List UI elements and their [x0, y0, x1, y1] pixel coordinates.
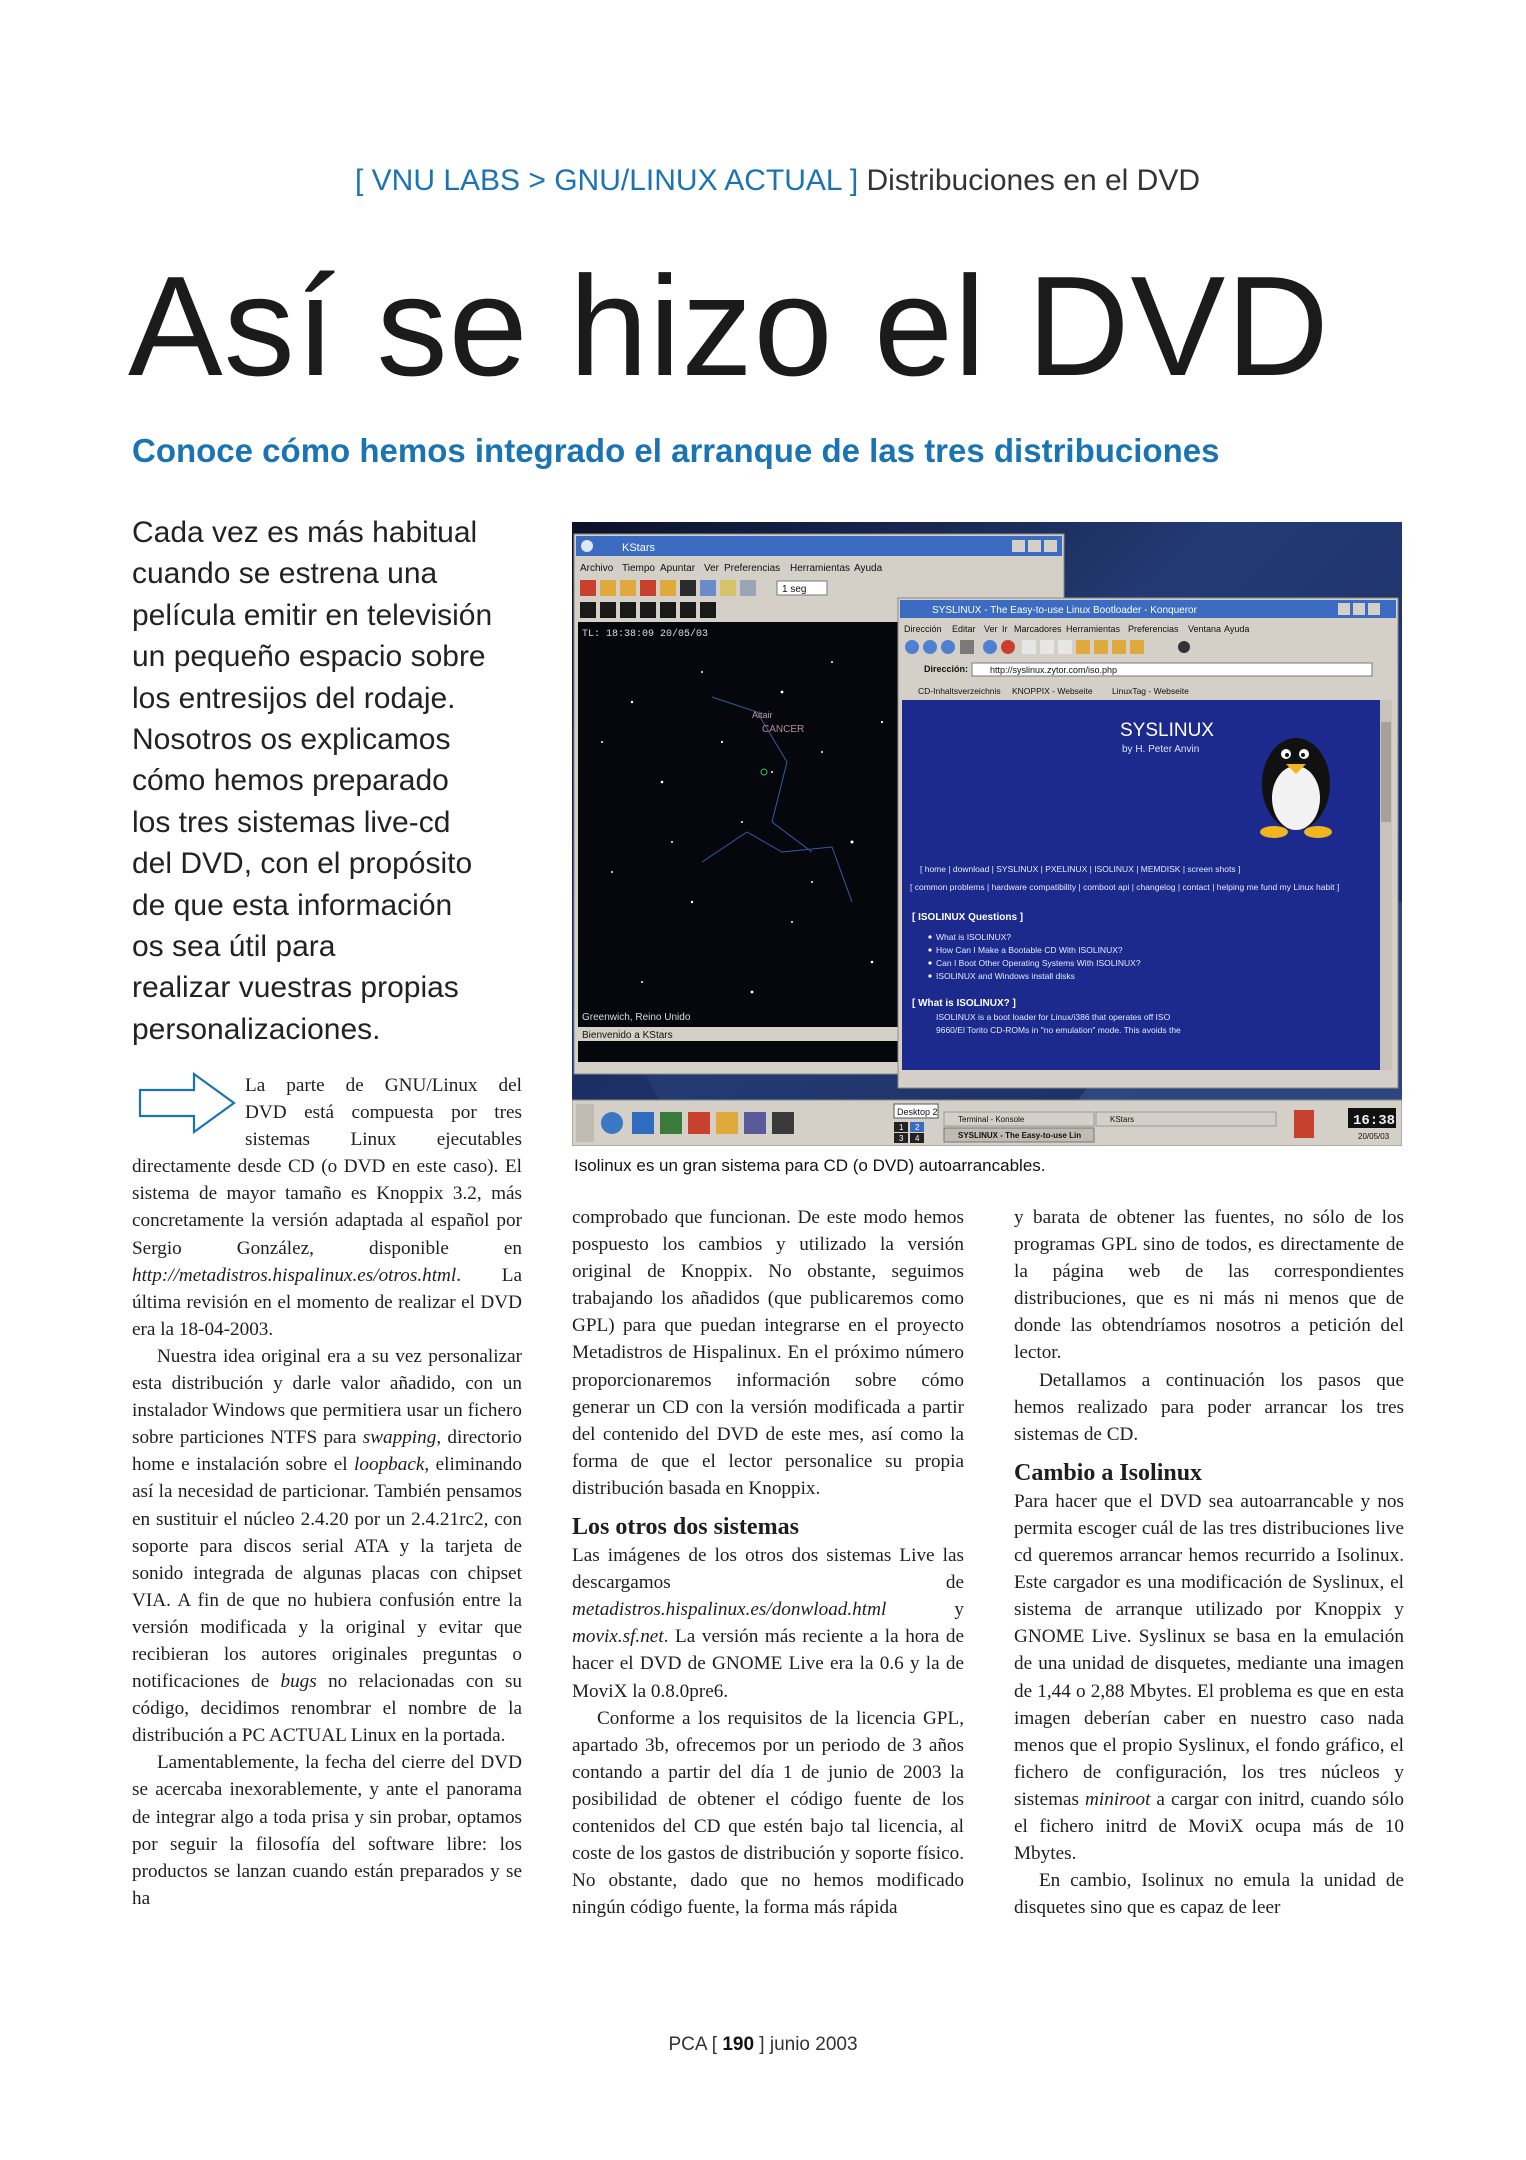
lead-line: los tres sistemas live-cd	[132, 805, 451, 839]
bookmark-item[interactable]: KNOPPIX - Webseite	[1012, 686, 1093, 696]
article-subtitle: Conoce cómo hemos integrado el arranque de las tres distribuciones	[132, 432, 1220, 469]
toolbar-icon[interactable]	[1040, 640, 1054, 654]
nav-links[interactable]: [ common problems | hardware compatibility | comboot api | changelog | contact | helping me fund my Linux habit ]	[910, 882, 1340, 892]
constellation-label: CANCER	[762, 724, 805, 735]
menu-item[interactable]: Archivo	[580, 563, 614, 574]
bracket-close: ]	[759, 2034, 765, 2055]
intro-line: sistemas Linux ejecutables	[245, 1129, 522, 1151]
toolbar-icon[interactable]	[580, 602, 596, 618]
paragraph: y barata de obtener las fuentes, no sólo de los programas GPL sino de todos, es directamente de la página web de las correspondientes distribuciones, que es ni más ni menos que de donde las obtendríamos nosotros a petición del lector.	[1014, 1207, 1404, 1364]
page-author: by H. Peter Anvin	[1122, 744, 1200, 755]
lead-line: cómo hemos preparado	[132, 764, 449, 798]
section-header	[0, 164, 1200, 198]
menu-item[interactable]: Marcadores	[1014, 624, 1062, 634]
questions-heading: [ ISOLINUX Questions ]	[912, 912, 1024, 923]
menu-item[interactable]: Preferencias	[724, 563, 781, 574]
lead-line: los entresijos del rodaje.	[132, 681, 456, 715]
desktop-screenshot-svg	[572, 522, 1402, 1146]
paragraph-text: . La última revisión en el momento de realizar el DVD era la 18-04-2003.	[132, 1264, 522, 1340]
paragraph	[132, 1153, 522, 1343]
status-text: Bienvenido a KStars	[582, 1030, 673, 1041]
launcher-icon[interactable]	[660, 1112, 682, 1134]
toolbar-icon[interactable]	[600, 580, 616, 596]
paragraph-text: , eliminando así la necesidad de particionar. También pensamos en sustituir el núcleo 2.4.20 por un 2.4.21rc2, con soporte para discos serial ATA y la tarjeta de sonido integrada de algunas placas con chipset VIA. A fin de que no hubiera confusión entre la versión modificada y la original y evitar que recibieran los autores originales preguntas o notificaciones de	[132, 1454, 522, 1693]
question-link[interactable]: Can I Boot Other Operating Systems With ISOLINUX?	[936, 958, 1141, 968]
inline-link: metadistros.hispalinux.es/donwload.html	[572, 1599, 887, 1621]
article-lead	[132, 512, 532, 1050]
bracket-open: [	[711, 2034, 718, 2055]
article-column-3	[1014, 1204, 1404, 1921]
paragraph-text: Las imágenes de los otros dos sistemas Live las descargamos de	[572, 1545, 964, 1594]
page-footer	[0, 2034, 1526, 2056]
section-topic: Distribuciones en el DVD	[866, 164, 1200, 197]
menu-item[interactable]: Tiempo	[622, 563, 655, 574]
article-column-2	[572, 1204, 964, 1921]
toolbar-icon[interactable]	[600, 602, 616, 618]
paragraph: Conforme a los requisitos de la licencia GPL, apartado 3b, ofrecemos por un periodo de 3 años contando a partir del día 1 de junio de 2003 la posibilidad de obtener el código fuente de los contenidos del CD que estén bajo tal licencia, al coste de los gastos de distribución y soporte físico. No obstante, dado que no hemos modificado ningún código fuente, la forma más rápida	[572, 1707, 964, 1919]
paragraph: Lamentablemente, la fecha del cierre del DVD se acercaba inexorablemente, y ante el panorama de integrar algo a toda prisa y sin probar, optamos por seguir la filosofía del software libre: los productos se lanzan cuando están preparados y se ha	[132, 1752, 522, 1909]
inline-link: movix.sf.net	[572, 1626, 664, 1648]
menu-item[interactable]: Editar	[952, 624, 976, 634]
bookmark-item[interactable]: CD-Inhaltsverzeichnis	[918, 686, 1001, 696]
paragraph-text: Nuestra idea original era a su vez personalizar esta distribución y darle valor añadido, con un instalador Windows que permitiera usar un fichero sobre particiones NTFS para	[132, 1345, 522, 1449]
kmenu-handle[interactable]	[576, 1104, 594, 1142]
window-menu-icon[interactable]	[581, 540, 593, 552]
lead-line: os sea útil para	[132, 930, 336, 964]
lead-line: personalizaciones.	[132, 1012, 381, 1046]
launcher-icon[interactable]	[632, 1112, 654, 1134]
question-link[interactable]: What is ISOLINUX?	[936, 932, 1012, 942]
nav-links[interactable]: [ home | download | SYSLINUX | PXELINUX | ISOLINUX | MEMDISK | screen shots ]	[920, 864, 1241, 874]
toolbar-icon[interactable]	[680, 602, 696, 618]
toolbar-icon[interactable]	[700, 580, 716, 596]
konqueror-window	[898, 598, 1398, 1088]
tray-flag-icon[interactable]	[1294, 1110, 1314, 1138]
address-url: http://syslinux.zytor.com/iso.php	[990, 665, 1118, 675]
paragraph	[132, 1343, 522, 1749]
launcher-icon[interactable]	[688, 1112, 710, 1134]
paragraph: comprobado que funcionan. De este modo hemos pospuesto los cambios y utilizado la versión original de Knoppix. No obstante, seguimos trabajando los añadidos (que publicaremos como GPL) para que puedan integrarse en el proyecto Metadistros de Hispalinux. En el próximo número proporcionaremos información sobre cómo generar un CD con la versión modificada a partir del contenido del DVD de este mes, así como la forma de que el lector personalice su propia distribución basada en Knoppix.	[572, 1207, 964, 1499]
question-link[interactable]: How Can I Make a Bootable CD With ISOLINUX?	[936, 945, 1123, 955]
zoom-icon[interactable]	[1112, 640, 1126, 654]
lead-line: Nosotros os explicamos	[132, 723, 451, 757]
lead-line: película emitir en televisión	[132, 598, 493, 632]
bookmark-bar	[918, 686, 1189, 696]
paragraph-text: no relacionadas con su código, decidimos renombrar el nombre de la distribución a PC ACTUAL Linux en la portada.	[132, 1671, 523, 1747]
desktop-label: Desktop 2	[897, 1107, 938, 1117]
konqueror-title: SYSLINUX - The Easy-to-use Linux Bootloader - Konqueror	[932, 605, 1197, 616]
figure-screenshot	[572, 522, 1402, 1146]
italic-term: swapping	[362, 1427, 437, 1449]
lead-line: del DVD, con el propósito	[132, 847, 473, 881]
toolbar-icon[interactable]	[740, 580, 756, 596]
zoom-icon[interactable]	[1130, 640, 1144, 654]
paragraph-text: , directorio home e instalación sobre el	[132, 1427, 522, 1476]
bookmark-item[interactable]: LinuxTag - Webseite	[1112, 686, 1189, 696]
wrapped-intro	[245, 1072, 522, 1153]
up-icon[interactable]	[941, 640, 955, 654]
pager-desktop[interactable]: 4	[915, 1134, 920, 1143]
sky-map[interactable]	[578, 622, 898, 1062]
article-title: Así se hizo el DVD	[128, 247, 1330, 406]
what-text: ISOLINUX is a boot loader for Linux/i386 that operates off ISO	[936, 1012, 1171, 1022]
pager-desktop[interactable]: 3	[899, 1134, 904, 1143]
taskbar-button-label: KStars	[1110, 1115, 1135, 1124]
toolbar-icon[interactable]	[680, 580, 696, 596]
pager-desktop[interactable]: 2	[915, 1123, 920, 1132]
toolbar-icon[interactable]	[640, 580, 656, 596]
close-button[interactable]	[1368, 603, 1380, 615]
scrollbar-thumb[interactable]	[1381, 722, 1391, 822]
toolbar-icon[interactable]	[1094, 640, 1108, 654]
toolbar-icon[interactable]	[620, 602, 636, 618]
paragraph	[1014, 1488, 1404, 1867]
toolbar-icon[interactable]	[1022, 640, 1036, 654]
home-icon[interactable]	[960, 640, 974, 654]
paragraph: Detallamos a continuación los pasos que hemos realizado para poder arrancar los tres sistemas de CD.	[1014, 1369, 1404, 1445]
launcher-icon[interactable]	[744, 1112, 766, 1134]
paragraph-text: a cargar con initrd, cuando sólo el fichero initrd de MoviX ocupa más de 10 Mbytes.	[1014, 1788, 1404, 1865]
paragraph	[572, 1542, 964, 1705]
paragraph-text: Para hacer que el DVD sea autoarrancable y nos permita escoger cuál de las tres distribuciones live cd queremos arrancar hemos recurrido a Isolinux. Este cargador es una modificación de Syslinux, el sistema de arranque utilizado por Knoppix y GNOME Live. Syslinux se basa en la emulación de una unidad de disquetes, mediante una imagen de 1,44 o 2,88 Mbytes. El problema es que en esta imagen deberían caber en nuestro caso nada menos que el propio Syslinux, el fondo gráfico, el fichero de configuración, los tres núcleos y sistemas	[1014, 1490, 1404, 1810]
reload-icon[interactable]	[983, 640, 997, 654]
maximize-button[interactable]	[1028, 540, 1041, 552]
sky-location: Greenwich, Reino Unido	[582, 1012, 691, 1023]
back-icon[interactable]	[905, 640, 919, 654]
menu-item[interactable]: Apuntar	[660, 563, 696, 574]
question-link[interactable]: ISOLINUX and Windows install disks	[936, 971, 1075, 981]
italic-term: loopback	[354, 1454, 425, 1476]
activity-icon	[1178, 641, 1190, 653]
paragraph-text: directamente desde CD (o DVD en este caso). El sistema de mayor tamaño es Knoppix 3.2, más concretamente la versión adaptada al español por Sergio González, disponible en	[132, 1156, 522, 1259]
toolbar-icon[interactable]	[620, 580, 636, 596]
toolbar-icon[interactable]	[580, 580, 596, 596]
menu-item[interactable]: Ver	[984, 624, 998, 634]
lead-line: un pequeño espacio sobre	[132, 640, 486, 674]
menu-item[interactable]: Preferencias	[1128, 624, 1179, 634]
launcher-icon[interactable]	[716, 1112, 738, 1134]
issue-date: junio 2003	[769, 2034, 858, 2055]
clock-date: 20/05/03	[1358, 1132, 1390, 1141]
what-heading: [ What is ISOLINUX? ]	[912, 998, 1016, 1009]
lead-line: de que esta información	[132, 888, 453, 922]
time-step-value: 1 seg	[782, 584, 807, 595]
minimize-button[interactable]	[1338, 603, 1350, 615]
toolbar-icon[interactable]	[720, 580, 736, 596]
page-number: 190	[722, 2034, 755, 2055]
lead-line: realizar vuestras propias	[132, 971, 459, 1005]
maximize-button[interactable]	[1353, 603, 1365, 615]
section-heading: Los otros dos sistemas	[572, 1514, 799, 1541]
italic-term: miniroot	[1085, 1788, 1151, 1810]
stop-icon[interactable]	[1001, 640, 1015, 654]
figure-caption: Isolinux es un gran sistema para CD (o DVD) autoarrancables.	[574, 1156, 1046, 1175]
kmenu-icon[interactable]	[601, 1112, 623, 1134]
article-column-1	[132, 1072, 522, 1912]
section-heading: Cambio a Isolinux	[1014, 1459, 1203, 1486]
menu-item[interactable]: Herramientas	[790, 563, 851, 574]
toolbar-icon[interactable]	[660, 580, 676, 596]
toolbar-icon[interactable]	[640, 602, 656, 618]
lead-line: cuando se estrena una	[132, 557, 438, 591]
toolbar-icon[interactable]	[700, 602, 716, 618]
menu-item[interactable]: Ventana	[1188, 624, 1222, 634]
page-heading: SYSLINUX	[1120, 720, 1214, 741]
menu-item[interactable]: Dirección	[904, 624, 942, 634]
section-breadcrumb: [ VNU LABS > GNU/LINUX ACTUAL ]	[354, 164, 859, 197]
menu-item[interactable]: Ver	[704, 563, 720, 574]
paragraph-text: y	[886, 1599, 964, 1621]
intro-line: La parte de GNU/Linux del	[245, 1075, 522, 1096]
intro-line: DVD está compuesta por tres	[245, 1102, 522, 1124]
inline-link: http://metadistros.hispalinux.es/otros.html	[132, 1264, 457, 1286]
what-text: 9660/El Torito CD-ROMs in "no emulation" mode. This avoids the	[936, 1025, 1181, 1035]
lead-line: Cada vez es más habitual	[132, 516, 478, 549]
paragraph-text: . La versión más reciente a la hora de hacer el DVD de GNOME Live era la 0.6 y la de MoviX la 0.8.0pre6.	[572, 1626, 964, 1702]
menu-item[interactable]: Ayuda	[854, 563, 883, 574]
magazine-name: PCA	[668, 2034, 707, 2055]
clock-time: 16:38	[1353, 1113, 1396, 1129]
sky-clock: TL: 18:38:09 20/05/03	[582, 629, 709, 640]
taskbar-button-label: Terminal - Konsole	[958, 1115, 1025, 1124]
pager-desktop[interactable]: 1	[899, 1123, 904, 1132]
minimize-button[interactable]	[1012, 540, 1025, 552]
taskbar-button-label: SYSLINUX - The Easy-to-use Lin	[958, 1131, 1082, 1140]
menu-item[interactable]: Herramientas	[1066, 624, 1121, 634]
paragraph: En cambio, Isolinux no emula la unidad de disquetes sino que es capaz de leer	[1014, 1870, 1404, 1919]
toolbar-icon[interactable]	[1076, 640, 1090, 654]
toolbar-icon[interactable]	[660, 602, 676, 618]
menu-item[interactable]: Ir	[1002, 624, 1008, 634]
kde-taskbar	[572, 1100, 1402, 1146]
forward-icon[interactable]	[923, 640, 937, 654]
kstars-title: KStars	[622, 542, 656, 554]
toolbar-icon[interactable]	[1058, 640, 1072, 654]
address-label: Dirección:	[924, 664, 969, 674]
close-button[interactable]	[1044, 540, 1057, 552]
star-label: Altair	[752, 710, 773, 720]
italic-term: bugs	[280, 1671, 317, 1693]
launcher-icon[interactable]	[772, 1112, 794, 1134]
menu-item[interactable]: Ayuda	[1224, 624, 1250, 634]
